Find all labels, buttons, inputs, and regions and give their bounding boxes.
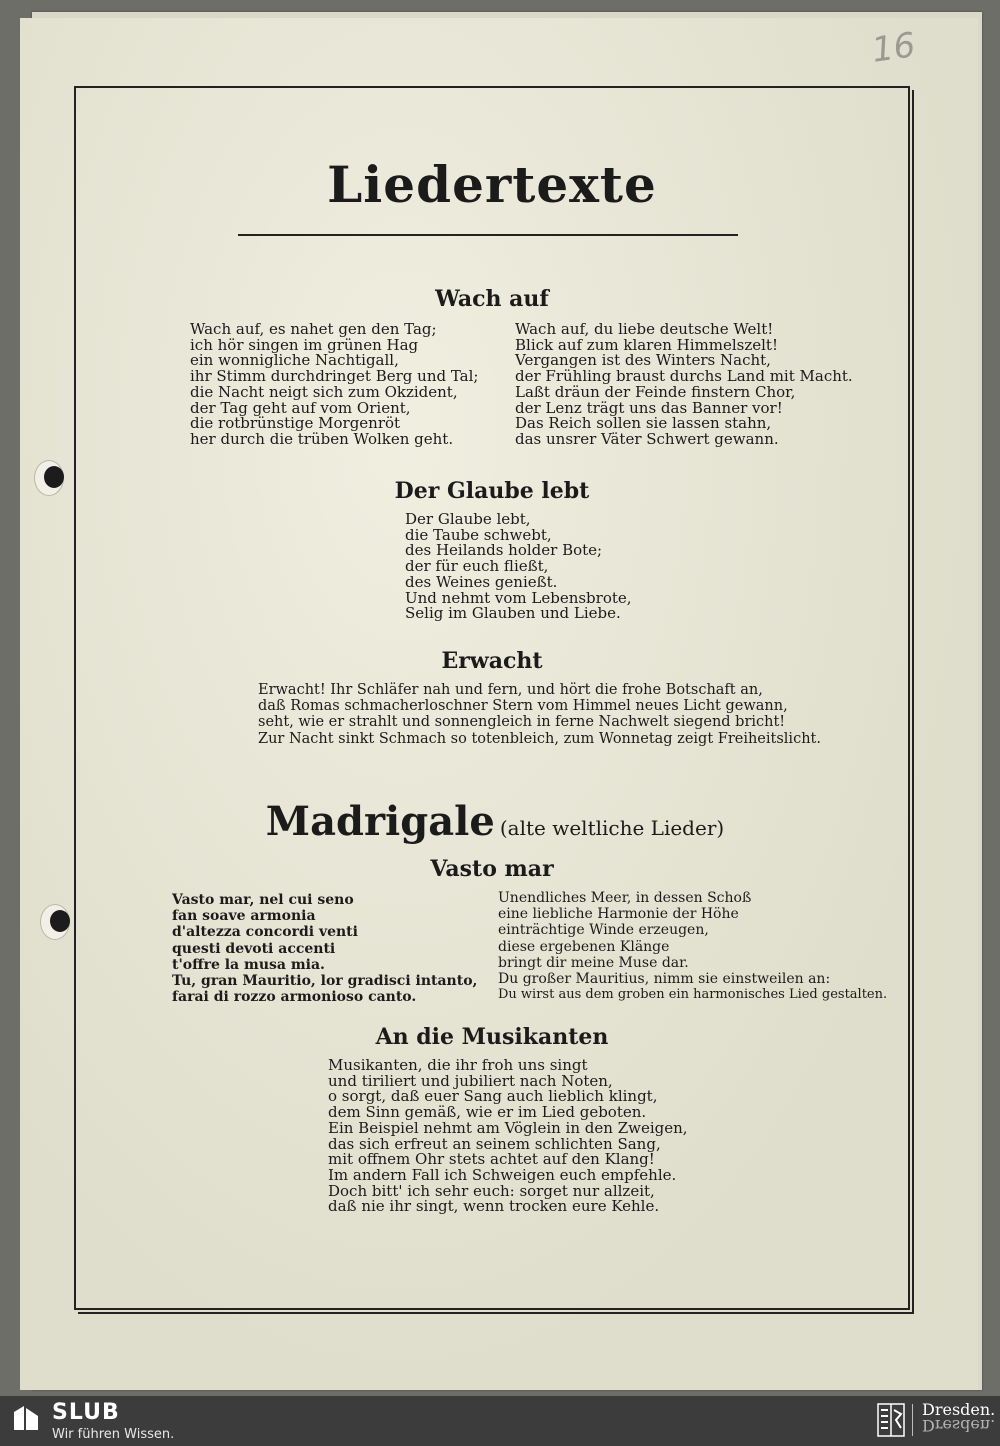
footer-separator — [912, 1404, 913, 1436]
verse-line: bringt dir meine Muse dar. — [498, 954, 689, 971]
verse-line: Ein Beispiel nehmt am Vöglein in den Zweigen, — [328, 1118, 688, 1137]
verse-line: der Lenz trägt uns das Banner vor! — [515, 398, 783, 417]
verse-line: Und nehmt vom Lebensbrote, — [405, 588, 632, 607]
verse-line: Blick auf zum klaren Himmelszelt! — [515, 335, 778, 354]
handwritten-page-number: 16 — [869, 25, 918, 71]
vasto-mar-italian — [172, 892, 477, 1005]
verse-line: daß nie ihr singt, wenn trocken eure Kehle. — [328, 1197, 660, 1216]
verse-line: Selig im Glauben und Liebe. — [405, 604, 621, 623]
verse-line: das unsrer Väter Schwert gewann. — [515, 429, 779, 448]
verse-line: der Frühling braust durchs Land mit Macht. — [515, 367, 853, 386]
verse-line: die Taube schwebt, — [405, 525, 552, 544]
verse-line: und tiriliert und jubiliert nach Noten, — [328, 1071, 613, 1090]
madrigale-subtitle: (alte weltliche Lieder) — [499, 816, 725, 840]
wach-auf-left-column — [190, 322, 478, 448]
verse-line: der Tag geht auf vom Orient, — [190, 398, 411, 417]
verse-line: Das Reich sollen sie lassen stahn, — [515, 414, 772, 433]
verse-line: das sich erfreut an seinem schlichten Sang, — [328, 1134, 661, 1153]
verse-line: d'altezza concordi venti — [172, 924, 358, 941]
slub-tagline: Wir führen Wissen. — [52, 1427, 175, 1442]
verse-line: Vasto mar, nel cui seno — [172, 892, 354, 908]
verse-line: Erwacht! Ihr Schläfer nah und fern, und hört die frohe Botschaft an, — [258, 682, 763, 698]
dresden-wordmark-reflection: Dresden. — [922, 1416, 996, 1435]
punch-hole-bottom — [40, 904, 70, 940]
verse-line: dem Sinn gemäß, wie er im Lied geboten. — [328, 1103, 647, 1122]
heading-an-die-musikanten: An die Musikanten — [375, 1024, 609, 1050]
slub-logo-icon — [12, 1404, 40, 1432]
verse-line: ein wonnigliche Nachtigall, — [190, 351, 399, 370]
page-title: Liedertexte — [327, 155, 657, 214]
verse-line: Doch bitt' ich sehr euch: sorget nur allzeit, — [328, 1181, 655, 1200]
vasto-mar-german — [498, 890, 887, 1003]
madrigale-header — [0, 798, 990, 845]
verse-line: des Heilands holder Bote; — [405, 541, 603, 560]
verse-line: einträchtige Winde erzeugen, — [498, 922, 709, 939]
verse-line: die Nacht neigt sich zum Okzident, — [190, 382, 458, 401]
heading-wach-auf: Wach auf — [435, 286, 549, 312]
verse-line: Der Glaube lebt, — [405, 510, 531, 528]
verse-line: questi devoti accenti — [172, 940, 336, 957]
footer-bar — [0, 1396, 1000, 1446]
glaube-verse — [405, 512, 632, 622]
verse-line: Du großer Mauritius, nimm sie einstweilen an: — [498, 971, 831, 988]
verse-line: Im andern Fall ich Schweigen euch empfehle. — [328, 1165, 677, 1184]
verse-line: des Weines genießt. — [405, 572, 558, 591]
verse-line: o sorgt, daß euer Sang auch lieblich klingt, — [328, 1087, 658, 1106]
heading-vasto-mar: Vasto mar — [430, 856, 554, 882]
verse-line: Unendliches Meer, in dessen Schoß — [498, 890, 752, 906]
dresden-wordmark[interactable]: Dresden. — [922, 1400, 996, 1419]
verse-line: Zur Nacht sinkt Schmach so totenbleich, zum Wonnetag zeigt Freiheitslicht. — [258, 730, 821, 747]
verse-line: ihr Stimm durchdringet Berg und Tal; — [190, 367, 479, 386]
verse-line: Vergangen ist des Winters Nacht, — [515, 351, 771, 370]
musikanten-verse — [328, 1058, 688, 1215]
verse-line: her durch die trüben Wolken geht. — [190, 429, 454, 448]
verse-line: Musikanten, die ihr froh uns singt — [328, 1056, 588, 1074]
verse-line: der für euch fließt, — [405, 557, 549, 576]
verse-line: t'offre la musa mia. — [172, 956, 325, 973]
wach-auf-right-column — [515, 322, 853, 448]
title-underline — [238, 234, 738, 236]
verse-line: Tu, gran Mauritio, lor gradisci intanto, — [172, 973, 478, 990]
heading-der-glaube-lebt: Der Glaube lebt — [394, 478, 590, 504]
verse-line: fan soave armonia — [172, 908, 316, 925]
verse-line: farai di rozzo armonioso canto. — [172, 989, 417, 1006]
verse-line: diese ergebenen Klänge — [498, 938, 670, 955]
verse-line: die rotbrünstige Morgenröt — [190, 414, 401, 433]
verse-line: seht, wie er strahlt und sonnengleich in ferne Nachwelt siegend bricht! — [258, 714, 786, 731]
verse-line: Laßt dräun der Feinde finstern Chor, — [515, 382, 796, 401]
verse-line: daß Romas schmacherloschner Stern vom Himmel neues Licht gewann, — [258, 698, 788, 715]
verse-line: Du wirst aus dem groben ein harmonisches Lied gestalten. — [498, 987, 888, 1003]
verse-line: eine liebliche Harmonie der Höhe — [498, 906, 739, 923]
erwacht-verse — [258, 682, 821, 747]
heading-erwacht: Erwacht — [441, 648, 543, 674]
madrigale-title: Madrigale — [265, 798, 495, 845]
verse-line: ich hör singen im grünen Hag — [190, 335, 419, 354]
verse-line: Wach auf, du liebe deutsche Welt! — [515, 320, 774, 338]
verse-line: mit offnem Ohr stets achtet auf den Klang! — [328, 1150, 655, 1169]
verse-line: Wach auf, es nahet gen den Tag; — [190, 320, 437, 338]
dresden-coat-of-arms-icon — [876, 1402, 906, 1438]
slub-brand[interactable]: SLUB — [52, 1400, 120, 1425]
